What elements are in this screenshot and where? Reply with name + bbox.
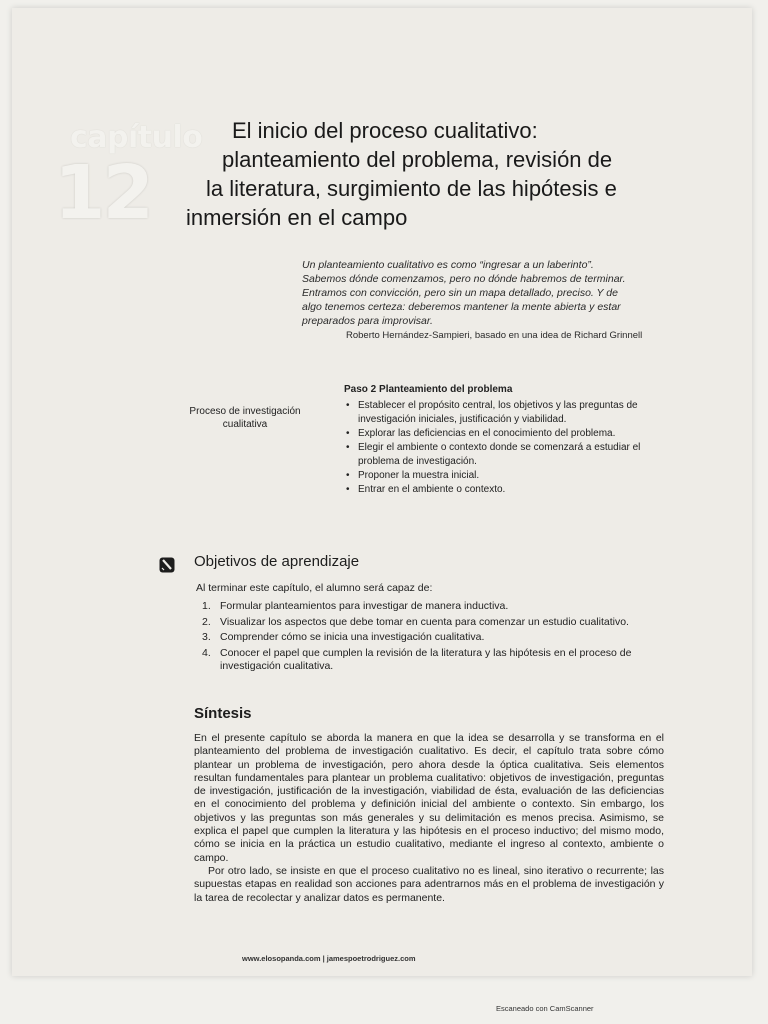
scanner-note: Escaneado con CamScanner bbox=[496, 1004, 594, 1013]
step-item: • Elegir el ambiente o contexto donde se comenzará a estudiar el problema de investigación. bbox=[344, 441, 660, 469]
objective-item bbox=[196, 616, 666, 630]
objectives-intro: Al terminar este capítulo, el alumno será capaz de: bbox=[196, 582, 433, 594]
objective-number: 2. bbox=[202, 615, 211, 628]
epigraph bbox=[302, 258, 654, 328]
chapter-title-line: planteamiento del problema, revisión de bbox=[222, 147, 613, 172]
step-item: • Entrar en el ambiente o contexto. bbox=[344, 483, 660, 497]
epigraph-line: Sabemos dónde comenzamos, pero no dónde habremos de terminar. bbox=[302, 273, 626, 285]
synthesis-heading: Síntesis bbox=[194, 705, 252, 722]
page-footer: www.elosopanda.com | jamespoetrodriguez.com bbox=[242, 954, 416, 963]
objective-number: 4. bbox=[202, 646, 211, 659]
objectives-list bbox=[196, 600, 666, 676]
epigraph-line: Entramos con convicción, pero sin un mapa detallado, preciso. Y de bbox=[302, 287, 618, 299]
chapter-title-line: inmersión en el campo bbox=[186, 205, 408, 230]
epigraph-line: preparados para improvisar. bbox=[302, 315, 433, 327]
chapter-title-line: la literatura, surgimiento de las hipótesis e bbox=[206, 176, 617, 201]
chapter-title bbox=[186, 116, 666, 232]
process-label: Proceso de investigación cualitativa bbox=[189, 406, 301, 430]
objective-text: Visualizar los aspectos que debe tomar en cuenta para comenzar un estudio cualitativo. bbox=[220, 615, 629, 628]
notebook-icon bbox=[158, 556, 176, 574]
step-item: • Explorar las deficiencias en el conocimiento del problema. bbox=[344, 427, 660, 441]
chapter-number: 12 bbox=[54, 150, 151, 236]
epigraph-attribution: Roberto Hernández-Sampieri, basado en una idea de Richard Grinnell bbox=[346, 330, 643, 341]
step-item: • Proponer la muestra inicial. bbox=[344, 469, 660, 483]
epigraph-line: algo tenemos certeza: deberemos mantener la mente abierta y estar bbox=[302, 301, 621, 313]
process-step bbox=[344, 383, 660, 497]
objective-item bbox=[196, 647, 666, 674]
objective-text: Comprender cómo se inicia una investigación cualitativa. bbox=[220, 631, 485, 643]
chapter-word: capítulo bbox=[70, 120, 203, 155]
objective-item bbox=[196, 600, 666, 614]
objective-text: Formular planteamientos para investigar de manera inductiva. bbox=[220, 600, 509, 612]
epigraph-line: Un planteamiento cualitativo es como “ingresar a un laberinto”. bbox=[302, 259, 594, 271]
objectives-heading: Objetivos de aprendizaje bbox=[194, 553, 360, 570]
synthesis-body bbox=[194, 732, 664, 905]
step-title: Paso 2 Planteamiento del problema bbox=[344, 384, 513, 395]
objective-text: Conocer el papel que cumplen la revisión de la literatura y las hipótesis en el proceso de investigación cualitativa. bbox=[220, 646, 632, 672]
synthesis-paragraph: En el presente capítulo se aborda la manera en que la idea se desarrolla y se transforma en el planteamiento del problema de investigación cualitativo. Es decir, el capítulo trata sobre cómo plantear un problema de investigación, pero ahora desde la óptica cualitativa. Seis elementos resultan fundamentales para plantear un problema cualitativo: objetivos de investigación, preguntas de investigación, justificación de la investigación, viabilidad de ésta, evaluación de las deficiencias en el conocimiento del problema y definición inicial del ambiente o contexto. Sin embargo, los objetivos y las preguntas son más generales y su delimitación es menos precisa. Asimismo, se explica el papel que cumplen la literatura y las hipótesis en el proceso inductivo; del mismo modo, cómo se inicia en la práctica un estudio cualitativo, mediante el ingreso al contexto, ambiente o campo. bbox=[194, 732, 664, 864]
objective-number: 1. bbox=[202, 600, 211, 612]
chapter-title-line: El inicio del proceso cualitativo: bbox=[232, 118, 538, 143]
synthesis-paragraph: Por otro lado, se insiste en que el proceso cualitativo no es lineal, sino iterativo o recurrente; las supuestas etapas en realidad son acciones para adentrarnos más en el problema de investigación y la tarea de recolectar y analizar datos es permanente. bbox=[194, 864, 664, 904]
step-item: • Establecer el propósito central, los objetivos y las preguntas de investigación iniciales, justificación y viabilidad. bbox=[344, 399, 660, 427]
objective-number: 3. bbox=[202, 631, 211, 643]
step-list bbox=[344, 399, 660, 497]
objective-item bbox=[196, 631, 666, 645]
